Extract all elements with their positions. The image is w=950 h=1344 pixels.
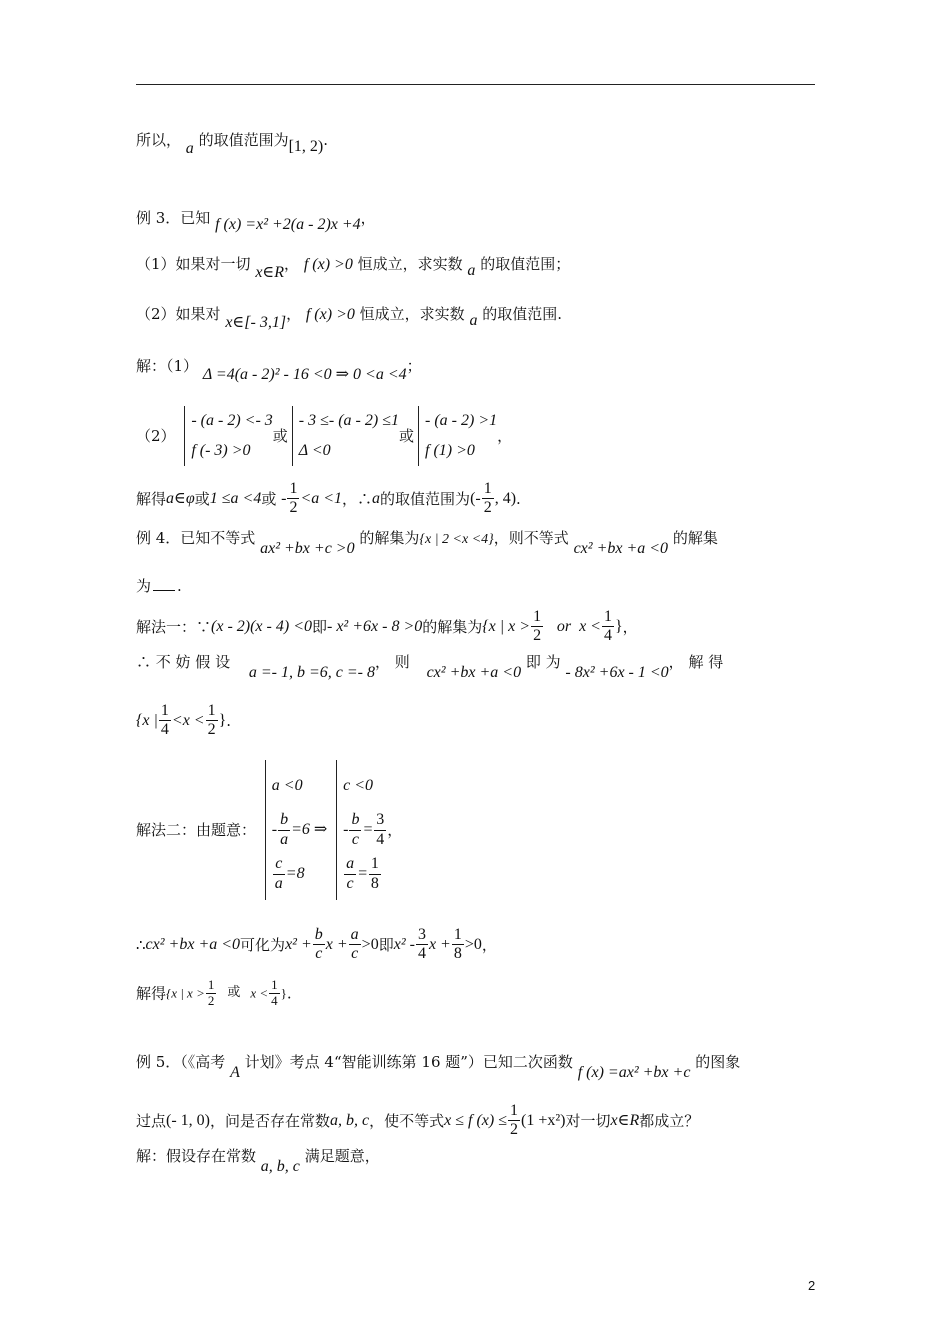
text: 计划》考点 4“智能训练第 16 题”）已知二次函数 [244,1053,573,1071]
system-3 [418,406,497,466]
denominator: 8 [453,945,462,963]
text: 解法二：由题意： [136,821,257,839]
numerator: b [313,926,325,945]
math: {x | [136,711,158,729]
fraction [287,480,299,518]
text: 的解集 [672,529,718,547]
text: 的取值范围为 [380,489,471,508]
math: = [357,865,368,882]
math: a <0 [271,777,303,794]
denominator: 2 [483,499,492,517]
numerator: 1 [159,702,171,721]
row: f (1) >0 [425,442,475,459]
text: ； [406,357,422,375]
math: f (x) =ax² +bx +c [577,1064,691,1081]
math: } [218,711,227,729]
example3-title [136,208,376,233]
math: =6 ⇒ [291,821,328,838]
text: ， [481,935,497,954]
example4-blank-line [136,576,182,596]
example4-title [136,528,718,557]
denominator: a [280,830,289,848]
text: . [323,131,329,149]
numerator: b [349,811,361,830]
numerator: 1 [369,855,381,874]
text: 对一切 [565,1111,611,1130]
math: x∈[- 3,1] [225,314,287,331]
math: cx² +bx +a <0 [426,664,522,681]
var-a: a [372,489,381,507]
math: = [362,821,374,838]
var-a: a [185,140,194,157]
math: ax² +bx +c >0 [260,540,355,557]
solution-part1 [136,356,422,383]
fraction [602,608,614,646]
method1-line3 [136,702,231,740]
example5-line1 [136,1052,741,1081]
math: cx² +bx +a <0 [145,935,241,953]
text: （2）如果对 [136,305,221,323]
row: - (a - 2) <- 3 [191,412,273,429]
fraction [482,480,494,518]
text: （2） [136,427,176,445]
denominator: 2 [207,992,215,1008]
system-2 [292,406,399,466]
math: >0 [361,935,379,953]
numerator: 1 [206,702,218,721]
row [343,852,387,896]
math: - 8x² +6x - 1 <0 [565,664,669,681]
math: x² - [393,935,415,953]
text: 例 4．已知不等式 [136,529,256,547]
text: 或 [194,489,210,508]
text: ， [387,821,403,839]
fraction [374,811,386,849]
numerator: 1 [482,480,494,499]
math: - [281,489,287,507]
numerator: c [273,855,285,874]
numerator: 1 [602,608,614,627]
denominator: 4 [160,721,169,739]
answer-blank [153,590,175,591]
math: a =- 1, b =6, c =- 8 [248,664,376,681]
text: . [177,577,182,595]
denominator: 4 [603,627,612,645]
row [343,808,387,852]
math: (x - 2)(x - 4) <0 [211,617,312,635]
math: - x² +6x - 8 >0 [327,617,423,635]
system-a [265,760,328,900]
denominator: 4 [376,830,385,848]
denominator: 4 [271,992,278,1008]
row: f (- 3) >0 [191,442,251,459]
math: <x < [171,711,205,729]
denominator: 2 [207,721,216,739]
text: . [226,711,232,730]
row [272,852,328,896]
math: x² + [285,935,312,953]
text: 解得 [136,984,167,1003]
math: x < [579,617,601,635]
method1-line1 [136,608,638,646]
math: , 4) [494,489,517,507]
text: 或 [261,489,277,508]
text: 为 [136,577,152,595]
math: >0 [464,935,482,953]
math: <a <1 [300,489,343,507]
fraction [159,702,171,740]
text: ∴ [136,935,146,954]
text: 解得 [136,489,167,508]
text: ，使不等式 [369,1111,445,1130]
math: c <0 [343,777,374,794]
text: ∴ 不 妨 假 设 [136,653,231,671]
text: 或 [227,985,241,1001]
numerator: 3 [416,926,428,945]
interval: [1, 2) [288,138,324,155]
text: 恒成立，求实数 [357,255,463,273]
var-a: a [467,262,476,279]
header-rule [136,84,815,85]
math: or [556,617,572,635]
numerator: 3 [374,811,386,830]
text: 例 3．已知 [136,209,211,227]
text: ，则不等式 [493,529,569,547]
numerator: 1 [271,977,278,992]
text: 的取值范围； [480,255,571,273]
row [343,764,387,808]
text: . [286,984,292,1003]
denominator: 2 [289,499,298,517]
math: x < [250,985,269,1001]
fraction [269,978,280,1009]
math: - [343,821,349,838]
example3-q1 [136,254,571,281]
system-1 [184,406,272,466]
system-b [336,760,387,900]
fraction [349,811,361,849]
numerator: b [278,811,290,830]
example5-line2 [136,1102,699,1140]
math: 1 ≤a <4 [209,489,262,507]
text: 的取值范围. [482,305,562,323]
fraction [531,608,543,646]
text: . [516,489,521,508]
text: 满足题意， [304,1147,380,1165]
row [272,764,328,808]
denominator: 4 [417,945,426,963]
text: 恒成立，求实数 [359,305,465,323]
text: ， [360,209,376,227]
text: ， 则 [375,653,410,671]
denominator: 2 [533,627,542,645]
denominator: a [274,874,283,892]
text: ，∴ [342,489,373,508]
method2 [136,760,402,900]
fraction [349,926,361,964]
numerator: 1 [531,608,543,627]
method2-result [136,978,292,1009]
numerator: a [349,926,361,945]
row: - 3 ≤- (a - 2) ≤1 [298,412,399,429]
row: Δ <0 [298,442,331,459]
solution-result [136,480,521,518]
text: ， [497,427,513,445]
text: 或 [272,427,288,445]
math: - [271,821,278,838]
math: (1 +x²) [521,1111,566,1129]
math: A [230,1064,240,1081]
text: ， [286,305,302,323]
math: x ≤ f (x) ≤ [444,1111,508,1129]
text: 即 [378,935,394,954]
fraction [508,1102,520,1140]
text: 的解集为 [359,529,420,547]
var-a: a [469,312,478,329]
math: Δ =4(a - 2)² - 16 <0 ⇒ 0 <a <4 [202,366,407,383]
row: - (a - 2) >1 [425,412,498,429]
text: 解：（1） [136,357,199,375]
text: 的取值范围为 [198,131,289,149]
text: 都成立？ [639,1111,700,1130]
fraction [452,926,464,964]
text: 解：假设存在常数 [136,1147,257,1165]
denominator: c [346,874,354,892]
solution-part2 [136,406,512,466]
text: 的图象 [695,1053,741,1071]
text: 即 [311,617,327,636]
denominator: c [315,945,323,963]
text: ， 解 得 [668,653,724,671]
fraction [344,855,356,893]
example5-line3 [136,1146,380,1175]
page-number: 2 [808,1278,816,1293]
fraction [206,702,218,740]
line-conclusion [136,130,329,157]
text: ， [622,617,638,636]
numerator: 1 [452,926,464,945]
numerator: 1 [287,480,299,499]
text: 解法一：∵ [136,617,212,636]
denominator: 8 [370,874,379,892]
math: x + [428,935,451,953]
text: 的解集为 [422,617,483,636]
text: 例 5．（《高考 [136,1053,226,1071]
fraction [369,855,381,893]
math: x∈R [610,1111,640,1129]
row [272,808,328,852]
math: (- [470,489,481,507]
fraction [273,855,285,893]
denominator: c [351,945,359,963]
denominator: 2 [510,1121,519,1139]
math: a∈φ [166,489,195,507]
fraction [416,926,428,964]
math: {x | x > [166,985,205,1001]
math: {x | 2 <x <4} [419,532,494,547]
math: a, b, c [330,1111,370,1129]
math: =8 [285,865,305,882]
fraction [278,811,290,849]
math: x∈R [255,264,285,281]
text: ，问是否存在常数 [210,1111,331,1130]
fraction [313,926,325,964]
math: } [614,617,623,635]
denominator: c [351,830,359,848]
fraction [206,978,217,1009]
text: 或 [398,427,414,445]
numerator: a [344,855,356,874]
text: 过点 [136,1111,167,1130]
method1-line2 [136,652,724,681]
text: ， [284,255,300,273]
example3-q2 [136,304,562,331]
math: (- 1, 0) [166,1111,210,1129]
math: f (x) >0 [303,256,353,273]
math: cx² +bx +a <0 [573,540,669,557]
text: （1）如果对一切 [136,255,251,273]
math: a, b, c [260,1158,300,1175]
math: x + [325,935,348,953]
text: 即 为 [525,653,561,671]
math: f (x) >0 [305,306,355,323]
math: {x | x > [482,617,531,635]
math-func: f (x) =x² +2(a - 2)x +4 [215,216,361,233]
text: 所以， [136,131,182,149]
text: 可化为 [240,935,286,954]
numerator: 1 [508,1102,520,1121]
method2-conclusion [136,926,497,964]
math: } [280,985,287,1001]
numerator: 1 [207,977,215,992]
